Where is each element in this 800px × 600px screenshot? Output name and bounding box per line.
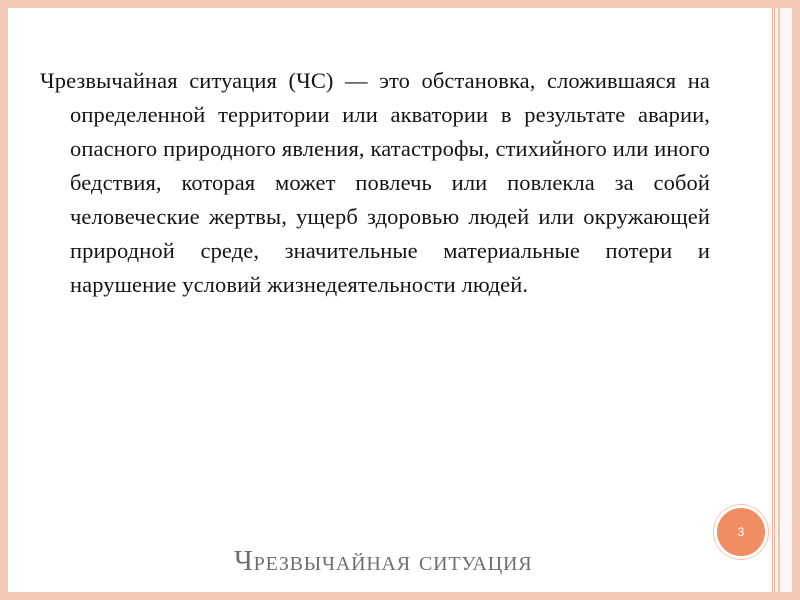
decorative-stripe <box>778 8 780 592</box>
definition-paragraph: Чрезвычайная ситуация (ЧС) — это обстановка, сложившаяся на определенной территории или акватории в результате аварии, опасного природного явления, катастрофы, стихийного или иного бедствия, которая может повлечь или повлекла за собой человеческие жертвы, ущерб здоровью людей или окружающей природной среде, значительные материальные потери и нарушение условий жизнедеятельности людей. <box>40 68 710 297</box>
page-number-badge: 3 <box>714 505 768 559</box>
decorative-stripe <box>772 8 773 592</box>
slide-content-area <box>8 8 768 592</box>
slide-title: Чрезвычайная ситуация <box>234 545 533 577</box>
slide <box>8 8 792 592</box>
decorative-stripe <box>774 8 775 592</box>
